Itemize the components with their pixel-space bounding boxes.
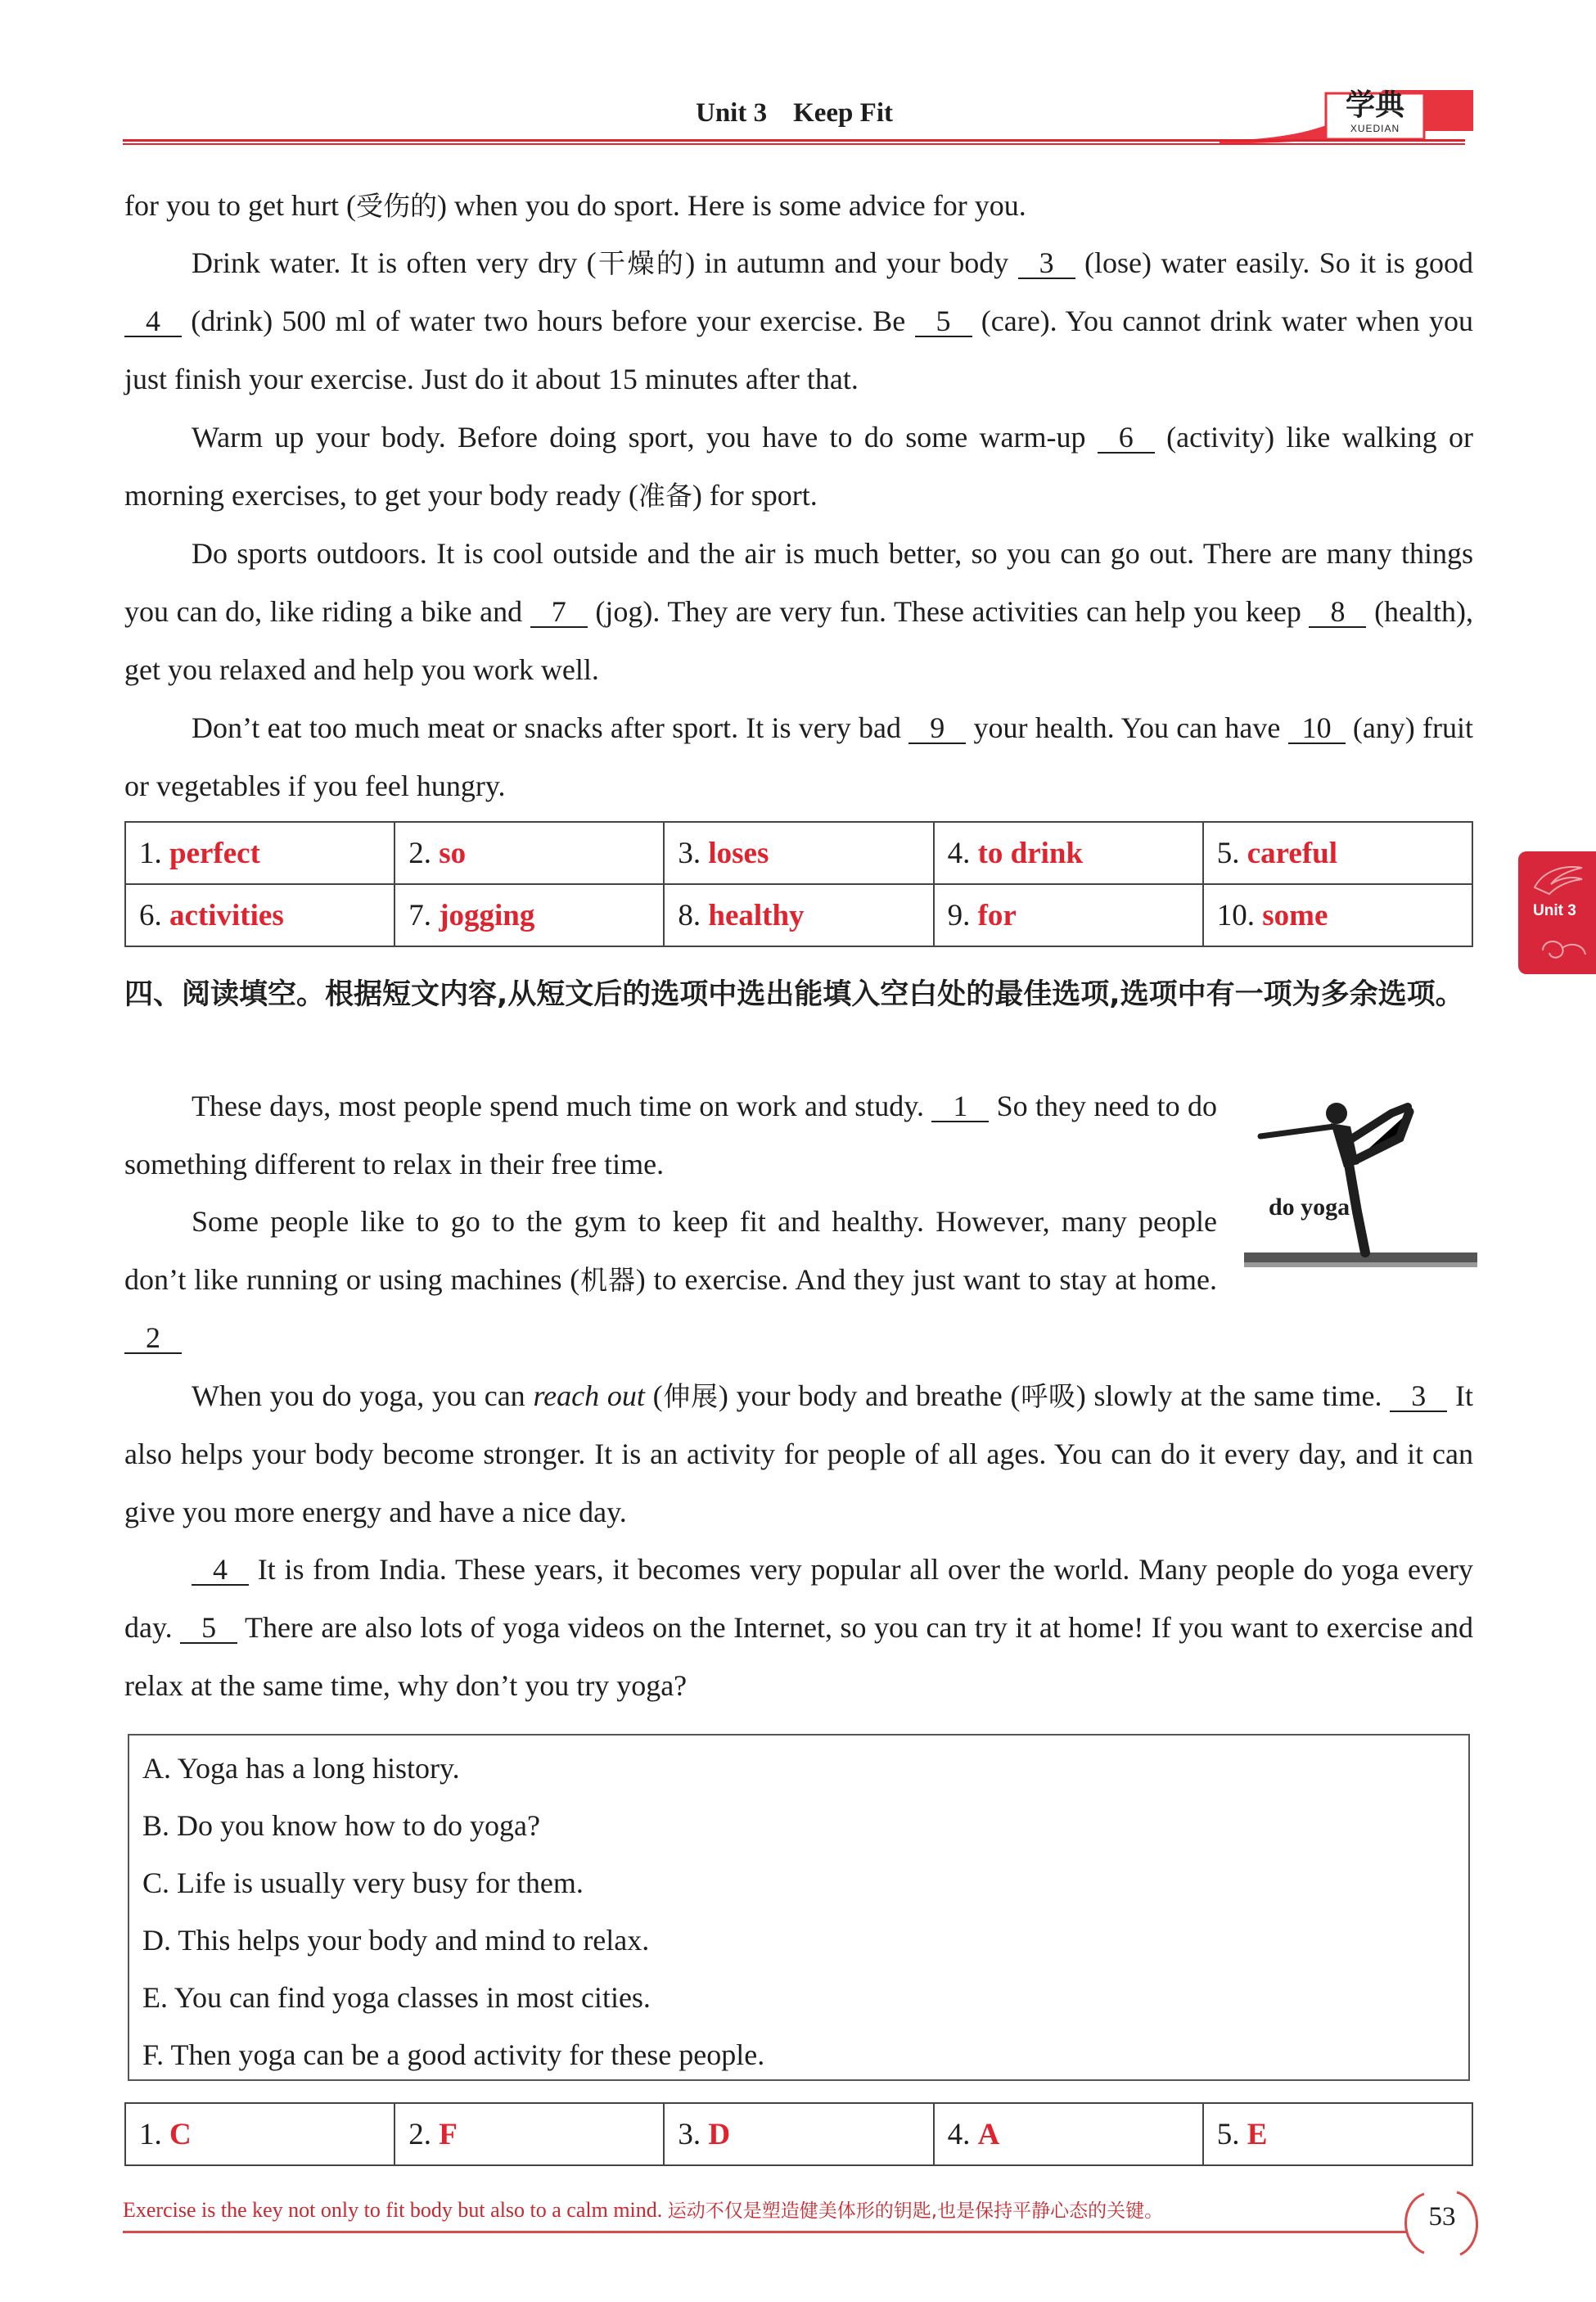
page-number: 53 (1428, 2202, 1456, 2232)
options-box (128, 1734, 1470, 2081)
yoga-illustration (1236, 1089, 1481, 1277)
passage1-paragraph-2: Warm up your body. Before doing sport, you have to do some warm-up 6 (activity) like walking or morning exercises, to get your body ready (准备) for sport. (124, 421, 1473, 512)
blank-7: 7 (530, 597, 588, 628)
option-b: B. Do you know how to do yoga? (142, 1809, 540, 1842)
answer-cell: 6. activities (125, 884, 394, 946)
blank-1: 1 (931, 1091, 989, 1122)
option-a: A. Yoga has a long history. (142, 1752, 460, 1785)
answer-cell: 2. F (394, 2103, 664, 2165)
side-tab-label: Unit 3 (1533, 902, 1576, 919)
blank-3: 3 (1390, 1381, 1447, 1412)
blank-8: 8 (1309, 597, 1366, 628)
blank-10: 10 (1288, 713, 1346, 744)
passage2-paragraph-3: When you do yoga, you can reach out (伸展) your body and breathe (呼吸) slowly at the same time. 3 It also helps your body become stronger. It is an activity for people of all ages. You can do it every day, and it can give you more energy and have a nice day. (124, 1379, 1473, 1528)
blank-4: 4 (192, 1555, 249, 1586)
passage1-paragraph-3: Do sports outdoors. It is cool outside and the air is much better, so you can go out. There are many things you can do, like riding a bike and 7 (jog). They are very fun. These activities can help you keep 8 (health), get you relaxed and help you work well. (124, 537, 1474, 686)
brand-en: XUEDIAN (1350, 123, 1400, 134)
passage1-paragraph-0: for you to get hurt (受伤的) when you do sport. Here is some advice for you. (124, 189, 1026, 222)
option-d: D. This helps your body and mind to relax. (142, 1924, 650, 1957)
brand-cn: 学典 (1345, 88, 1404, 122)
answer-cell: 3. D (664, 2103, 933, 2165)
brand-logo (1326, 88, 1424, 139)
wing-icon (1518, 855, 1596, 904)
passage2-paragraph-1: These days, most people spend much time on work and study. 1 So they need to do something different to relax in their free time. (124, 1090, 1217, 1180)
answer-cell: 4. A (934, 2103, 1203, 2165)
answer-cell: 10. some (1203, 884, 1472, 946)
answer-cell: 4. to drink (934, 822, 1203, 884)
passage1-paragraph-4: Don’t eat too much meat or snacks after sport. It is very bad 9 your health. You can have 10 (any) fruit or vegetables if you feel hungry. (124, 711, 1474, 802)
answer-cell: 7. jogging (394, 884, 664, 946)
blank-6: 6 (1098, 422, 1155, 454)
running-header (696, 98, 893, 129)
section-heading: 四、阅读填空。根据短文内容,从短文后的选项中选出能填入空白处的最佳选项,选项中有一项为多余选项。 (124, 978, 1464, 1011)
answer-cell: 2. so (394, 822, 664, 884)
image-caption: do yoga (1269, 1194, 1350, 1221)
blank-4: 4 (124, 306, 182, 337)
passage1-paragraph-1: Drink water. It is often very dry (干燥的) in autumn and your body 3 (lose) water easily. So it is good 4 (drink) 500 ml of water two hours before your exercise. Be 5 (care). You cannot drink water when you just finish your exercise. Just do it about 15 minutes after that. (124, 246, 1473, 395)
footer-quote: Exercise is the key not only to fit body but also to a calm mind. 运动不仅是塑造健美体形的钥匙,也是保持平静心态的关键。 (123, 2198, 1164, 2222)
option-e: E. You can find yoga classes in most cities. (142, 1981, 651, 2014)
answer-cell: 1. perfect (125, 822, 394, 884)
blank-5: 5 (180, 1613, 237, 1644)
answer-cell: 5. careful (1203, 822, 1472, 884)
table-row (125, 2103, 1472, 2165)
blank-2: 2 (124, 1323, 182, 1354)
answer-cell: 5. E (1203, 2103, 1472, 2165)
unit-label: Unit 3 (696, 98, 768, 128)
option-f: F. Then yoga can be a good activity for these people. (142, 2038, 765, 2071)
unit-side-tab (1518, 851, 1596, 974)
answer-cell: 8. healthy (664, 884, 933, 946)
table-row (125, 884, 1472, 946)
answer-table-1 (124, 821, 1473, 947)
answer-cell: 3. loses (664, 822, 933, 884)
table-row (125, 822, 1472, 884)
passage2-paragraph-4: 4 It is from India. These years, it becomes very popular all over the world. Many people do yoga every day. 5 There are also lots of yoga videos on the Internet, so you can try it at home! If you want to exercise and relax at the same time, why don’t you try yoga? (124, 1553, 1473, 1702)
header-rule (123, 139, 1465, 146)
blank-3: 3 (1018, 248, 1075, 279)
blank-9: 9 (908, 713, 966, 744)
footer-rule (123, 2231, 1408, 2233)
answer-table-2 (124, 2102, 1473, 2166)
swirl-icon (1518, 930, 1596, 971)
answer-cell: 1. C (125, 2103, 394, 2165)
passage2-paragraph-2: Some people like to go to the gym to keep fit and healthy. However, many people don’t like running or using machines (机器) to exercise. And they just want to stay at home. 2 (124, 1205, 1218, 1354)
unit-title: Keep Fit (793, 98, 893, 128)
answer-cell: 9. for (934, 884, 1203, 946)
blank-5: 5 (915, 306, 972, 337)
option-c: C. Life is usually very busy for them. (142, 1866, 584, 1899)
